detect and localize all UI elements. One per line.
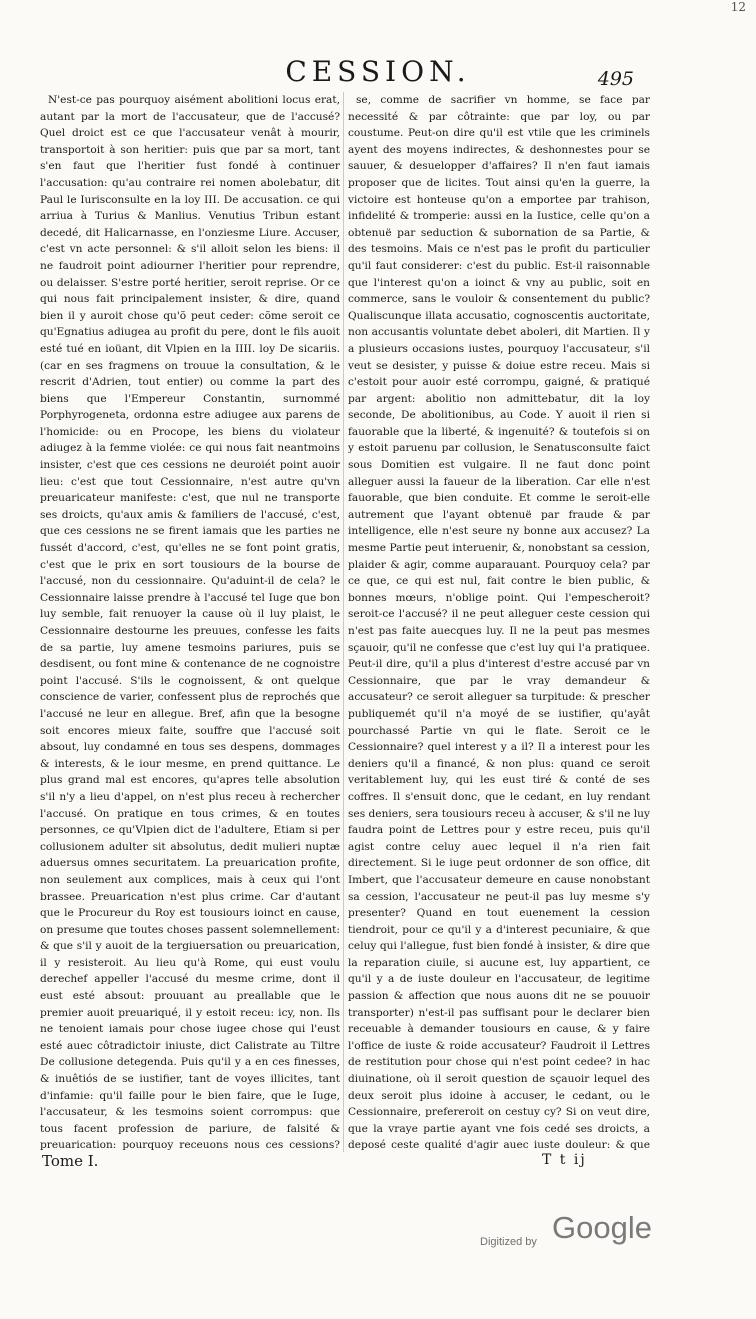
running-title: CESSION. — [285, 55, 471, 88]
digitized-by-label: Digitized by — [480, 1236, 537, 1248]
corner-mark: 12 — [730, 0, 746, 14]
right-column-text: se, comme de sacrifier vn homme, se face par necessité & par côtrainte: que par loy, ou par coustume. Peut-on dire qu'il est vtile que les criminels ayent des moyens indirectes, & deshonnestes pour se sauuer, & desuelopper d'affaires? Il n'en faut iamais proposer que de licites. Tout ainsi qu'en la guerre, la victoire est honteuse qu'on a emportee par trahison, infidelité & tromperie: aussi en la Iustice, celle qu'on a obtenuë par seduction & subornation de sa Partie, & des tesmoins. Mais ce n'est pas le profit du particulier qu'il faut considerer: c'est du public. Est-il raisonnable que l'interest qu'on a ioinct & vny au public, soit en commerce, sans le vouloir & consentement du public? Qualiscunque illata accusatio, cognoscentis auctoritate, non accusantis voluntate debet aboleri, dit Martien. Il y a plusieurs occasions iustes, pourquoy l'accusateur, s'il veut se desister, y puisse & doiue estre receu. Mais si c'estoit pour auoir esté corrompu, gaigné, & pratiqué par argent: abolitio non admittebatur, dit la loy seconde, De abolitionibus, au Code. Y auoit il rien si fauorable que la liberté, & ingenuité? & toutefois si on y estoit paruenu par collusion, le Senatusconsulte faict sous Domitien est vulgaire. Il ne faut donc point alleguer aussi la faueur de la liberation. Car elle n'est fauorable, que bien conduite. Et comme le seroit-elle autrement que l'ayant obtenuë par fraude & par intelligence, elle n'est seure ny bonne aux accusez? La mesme Partie peut interuenir, &, nonobstant sa cession, plaider & agir, comme auparauant. Pourquoy cela? par ce que, ce qui est nul, fait contre le bien public, & bonnes mœurs, n'oblige point. Qui l'empescheroit? seroit-ce l'accusé? il ne peut alleguer ceste cession qui n'est pas faite auecques luy. Il ne la peut pas mesmes sçauoir, qu'il ne confesse que c'est luy qui l'a pratiquee. Peut-il dire, qu'il a plus d'interest d'estre accusé par vn Cessionnaire, que par le vray demandeur & accusateur? ce seroit alleguer sa turpitude: & prescher publiquemét qu'il n'a moyé de se iustifier, qu'ayât pourchassé Partie vn qui le flate. Seroit ce le Cessionnaire? quel interest y a il? Il a interest pour les deniers qu'il a financé, & non plus: quand ce seroit veritablement luy, qui les eust tiré & conté de ses coffres. Il s'ensuit donc, que le cedant, en luy rendant ses deniers, sera tousiours receu à accuser, & s'il ne luy faudra point de Lettres pour y estre receu, puis qu'il agist contre celuy auec lequel il n'a rien fait directement. Si le iuge peut ordonner de son office, dit Imbert, que l'accusateur demeure en cause nonobstant sa cession, l'accusateur ne peut-il pas luy mesme s'y presenter? Quand en tout euenement la cession tiendroit, pour ce qu'il y a d'interest pecuniaire, & que celuy qui l'allegue, fust bien fondé à insister, & dire que la reparation ciuile, si aucune est, luy appartient, ce qu'il y a de iuste douleur en l'accusateur, de legitime passion & affection que nous auons dit ne se pouuoir transporter) n'est-il pas suffisant pour le declarer bien receuable à demander tousiours en cause, & y faire l'office de iuste & roide accusateur? Faudroit il Lettres de restitution pour chose qui n'est point cedee? in hac diuinatione, où il seroit question de sçauoir lequel des deux seroit plus idoine à accuser, le cedant, ou le Cessionnaire, prefereroit on cestuy cy? Si on veut dire, que la vraye partie ayant vne fois cedé ses droicts, a deposé ceste qualité d'agir auec iuste douleur: & que — [348, 94, 650, 1152]
left-column — [40, 92, 340, 1152]
right-column — [348, 92, 650, 1152]
left-column-text: N'est-ce pas pourquoy aisément abolitioni locus erat, autant par la mort de l'accusateur, que de l'accusé? Quel droict est ce que l'accusateur venât à mourir, transportoit à son heritier: puis que par sa mort, tant s'en faut que l'heritier fust fondé à continuer l'accusation: qu'au contraire rei nomen abolebatur, dit Paul le Iurisconsulte en la loy III. De accusation. ce qui arriua à Turius & Manlius. Venutius Tribun estant decedé, dit Halicarnasse, en l'onziesme Liure. Accuser, c'est vn acte personnel: & s'il alloit selon les biens: il ne faudroit point adiourner l'heritier pour reprendre, ou delaisser. S'estre porté heritier, seroit reprise. Or ce qui nous fait principalement insister, & dire, quand bien il y auroit chose qu'õ peut ceder: cõme seroit ce qu'Egnatius adiugea au profit du pere, dont le fils auoit esté tué en ioüant, dit Vlpien en la IIII. loy De sicariis. (car en ses fragmens on trouue la consultation, & le rescrit d'Adrien, tout entier) ou comme la part des biens que l'Empereur Constantin, surnommé Porphyrogeneta, ordonna estre adiugee aux parens de l'homicide: ou en Procope, les biens du violateur adiugez à la femme violée: ce qui nous fait neantmoins insister, c'est que ces cessions ne deuroiét point auoir lieu: c'est que tout Cessionnaire, n'est autre qu'vn preuaricateur manifeste: c'est, que nul ne transporte ses droicts, qu'aux amis & familiers de l'accusé, c'est, que ces cessions ne se firent iamais que les parties ne fussét d'accord, c'est, qu'elles ne se font point gratis, c'est que le prix en sort tousiours de la bourse de l'accusé, non du cessionnaire. Qu'aduint-il de cela? le Cessionnaire laisse prendre à l'accusé tel Iuge que bon luy semble, fait renuoyer la cause où il luy plaist, le Cessionnaire destourne les preuues, confesse les faits de sa partie, luy amene tesmoins pariures, puis se desdisent, ou font mine & contenance de ne cognoistre point l'accusé. S'ils le cognoissent, & ont quelque conscience de varier, confessent plus de reprochés que l'accusé ne leur en allegue. Bref, afin que la besogne soit encores mieux faite, souffre que l'accusé soit absout, luy condamné en tous ses despens, dommages & interests, & le iour mesme, en prend quittance. Le plus grand mal est encores, qu'apres telle absolution s'il n'y a lieu d'appel, on n'est plus receu à rechercher l'accusé. On pratique en tous crimes, & en toutes personnes, ce qu'Vlpien dict de l'adultere, Etiam si per collusionem adulter sit absolutus, dedit mulieri nuptæ aduersus omnes securitatem. La preuarication profite, non seulement aux complices, mais à ceux qui l'ont brassee. Preuarication n'est plus crime. Car d'autant que le Procureur du Roy est tousiours ioinct en cause, on presume que toutes choses passent solemnellement: & que s'il y auoit de la tergiuersation ou preuarication, il y resisteroit. Au lieu qu'à Rome, qui eust voulu derechef appeller l'accusé du mesme crime, dont il eust esté absout: prouuant au preallable que le premier auoit preuariqué, il y estoit receu: icy, non. Ils ne tenoient iamais pour chose iugee chose qui l'eust esté auec côtradictoir iniuste, dict Calistrate au Tiltre De collusione detegenda. Puis qu'il y a en ces finesses, & inuêtiós de se iustifier, tant de voyes illicites, tant d'infamie: qu'il faille pour le bien faire, que le Iuge, l'accusateur, & les tesmoins soient corrompus: que tous facent profession de pariure, de falsité & preuarication: pourquoy receuons nous ces cessions? — [40, 94, 340, 1152]
google-watermark-logo: Google — [552, 1210, 652, 1245]
signature-mark: T t ij — [542, 1152, 587, 1168]
column-divider — [343, 92, 344, 1152]
volume-label: Tome I. — [42, 1152, 99, 1170]
page-number: 495 — [597, 68, 634, 90]
